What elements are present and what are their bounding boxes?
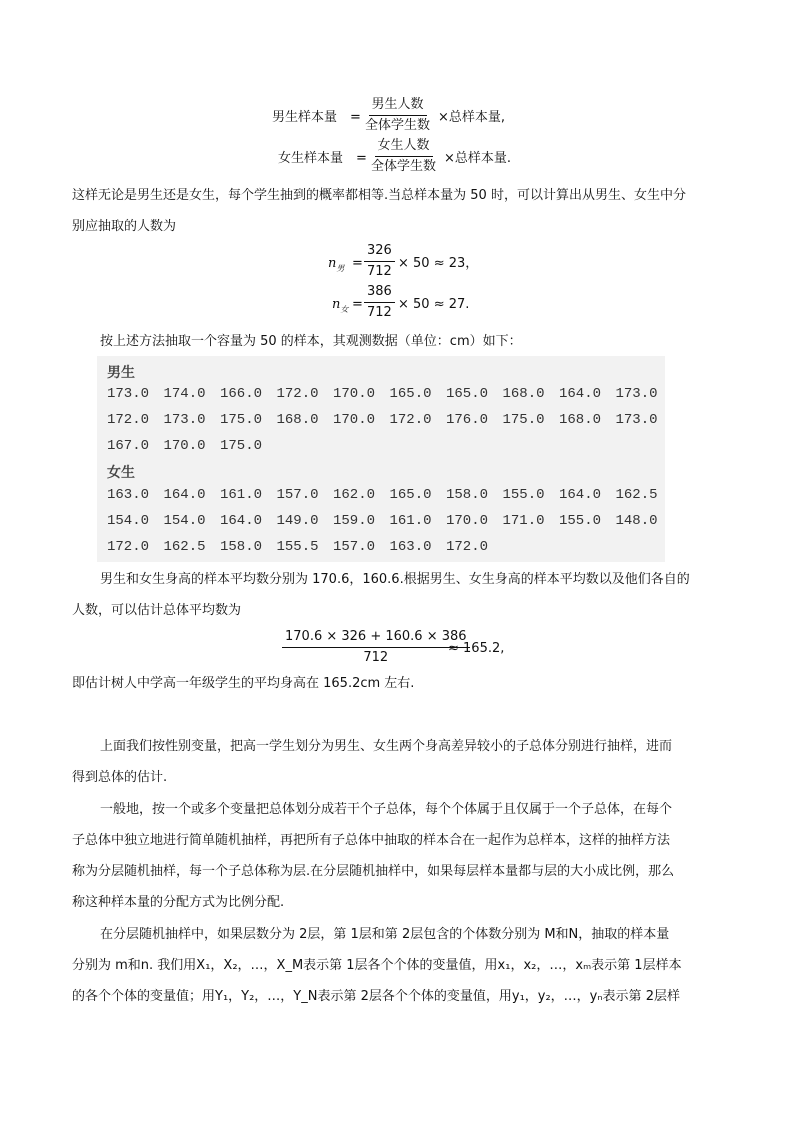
data-cell: 171.0	[502, 513, 545, 529]
para7-line1: 在分层随机抽样中，如果层数分为 2层，第 1层和第 2层包含的个体数分别为 M和N，抽取的样本量	[100, 927, 670, 942]
data-cell: 158.0	[220, 539, 263, 555]
data-cell: 155.0	[502, 487, 545, 503]
data-cell: 161.0	[389, 513, 432, 529]
data-cell: 148.0	[615, 513, 658, 529]
n-male-rhs: × 50 ≈ 23，	[398, 256, 479, 271]
data-cell: 155.5	[276, 539, 319, 555]
para5-line1: 上面我们按性别变量，把高一学生划分为男生、女生两个身高差异较小的子总体分别进行抽样，进而	[100, 739, 673, 754]
n-female-numerator: 386	[364, 283, 395, 303]
formula-female-rhs: ×总样本量.	[444, 151, 512, 166]
female-label: 女生	[107, 465, 135, 481]
para4: 即估计树人中学高一年级学生的平均身高在 165.2cm 左右.	[72, 676, 415, 691]
formula-female-denominator: 全体学生数	[371, 159, 437, 174]
para1-line1: 这样无论是男生还是女生，每个学生抽到的概率都相等.当总样本量为 50 时，可以计算出从男生、女生中分	[72, 188, 686, 203]
data-cell: 157.0	[276, 487, 319, 503]
data-cell: 163.0	[389, 539, 432, 555]
data-cell: 149.0	[276, 513, 319, 529]
data-cell: 170.0	[163, 438, 206, 454]
male-label: 男生	[107, 365, 135, 381]
mean-fraction	[282, 628, 470, 667]
n-female-fraction	[364, 283, 395, 322]
data-cell: 172.0	[389, 412, 432, 428]
data-cell: 172.0	[446, 539, 489, 555]
height-data-figure	[97, 356, 665, 562]
n-female-denominator: 712	[367, 305, 392, 320]
data-cell: 163.0	[107, 487, 150, 503]
data-cell: 172.0	[107, 412, 150, 428]
n-male-eq: =	[352, 256, 363, 271]
female-row-1	[107, 487, 672, 503]
data-cell: 173.0	[107, 386, 150, 402]
formula-female-lhs: 女生样本量	[278, 151, 344, 166]
data-cell: 164.0	[559, 386, 602, 402]
data-cell: 161.0	[220, 487, 263, 503]
formula-female-fraction	[368, 137, 439, 176]
data-cell: 164.0	[559, 487, 602, 503]
data-cell: 167.0	[107, 438, 150, 454]
female-row-3	[107, 539, 503, 555]
data-cell: 168.0	[502, 386, 545, 402]
data-cell: 175.0	[220, 412, 263, 428]
formula-male-numerator: 男生人数	[369, 96, 427, 116]
data-cell: 166.0	[220, 386, 263, 402]
data-cell: 157.0	[333, 539, 376, 555]
n-male-symbol	[328, 255, 344, 274]
data-cell: 165.0	[389, 386, 432, 402]
data-cell: 173.0	[615, 412, 658, 428]
data-cell: 176.0	[446, 412, 489, 428]
data-cell: 164.0	[220, 513, 263, 529]
para5-line2: 得到总体的估计.	[72, 770, 168, 785]
n-male-denominator: 712	[367, 264, 392, 279]
para7-line2: 分别为 m和n. 我们用X₁，X₂，…，X_M表示第 1层各个个体的变量值，用x₁，x₂，…，xₘ表示第 1层样本	[72, 958, 682, 973]
para7-line3: 的各个个体的变量值；用Y₁，Y₂，…，Y_N表示第 2层各个个体的变量值，用y₁，y₂，…，yₙ表示第 2层样	[72, 989, 680, 1004]
data-cell: 174.0	[163, 386, 206, 402]
data-cell: 170.0	[333, 412, 376, 428]
data-cell: 170.0	[333, 386, 376, 402]
data-cell: 155.0	[559, 513, 602, 529]
data-cell: 164.0	[163, 487, 206, 503]
para6-line1: 一般地，按一个或多个变量把总体划分成若干个子总体，每个个体属于且仅属于一个子总体，在每个	[100, 802, 673, 817]
formula-female-numerator: 女生人数	[375, 137, 433, 157]
data-cell: 175.0	[220, 438, 263, 454]
data-cell: 154.0	[163, 513, 206, 529]
formula-female-eq: =	[356, 151, 367, 166]
data-cell: 165.0	[446, 386, 489, 402]
data-cell: 168.0	[559, 412, 602, 428]
para3-line2: 人数，可以估计总体平均数为	[72, 603, 242, 618]
data-cell: 162.5	[615, 487, 658, 503]
n-female-rhs: × 50 ≈ 27.	[398, 297, 470, 312]
male-row-1	[107, 386, 672, 402]
data-cell: 154.0	[107, 513, 150, 529]
para3-line1: 男生和女生身高的样本平均数分别为 170.6，160.6.根据男生、女生身高的样本平均数以及他们各自的	[100, 572, 690, 587]
formula-male-lhs: 男生样本量	[272, 110, 338, 125]
male-row-3	[107, 438, 277, 454]
n-female-eq: =	[352, 297, 363, 312]
n-male-numerator: 326	[364, 242, 395, 262]
para6-line4: 称这种样本量的分配方式为比例分配.	[72, 895, 285, 910]
para1-line2: 别应抽取的人数为	[72, 219, 177, 234]
data-cell: 173.0	[615, 386, 658, 402]
data-cell: 158.0	[446, 487, 489, 503]
para6-line3: 称为分层随机抽样，每一个子总体称为层.在分层随机抽样中，如果每层样本量都与层的大小成比例，那么	[72, 864, 675, 879]
data-cell: 172.0	[276, 386, 319, 402]
formula-male-denominator: 全体学生数	[365, 118, 431, 133]
data-cell: 172.0	[107, 539, 150, 555]
para6-line2: 子总体中独立地进行简单随机抽样，再把所有子总体中抽取的样本合在一起作为总样本，这样的抽样方法	[72, 833, 671, 848]
data-cell: 175.0	[502, 412, 545, 428]
female-row-2	[107, 513, 672, 529]
n-male-sub: 男	[336, 264, 345, 273]
data-cell: 165.0	[389, 487, 432, 503]
n-male-fraction	[364, 242, 395, 281]
mean-rhs: ≈ 165.2,	[448, 641, 505, 656]
n-female-n: n	[332, 297, 341, 312]
n-male-n: n	[328, 256, 337, 271]
n-female-symbol	[332, 296, 348, 315]
data-cell: 170.0	[446, 513, 489, 529]
data-cell: 173.0	[163, 412, 206, 428]
mean-denominator: 712	[363, 650, 389, 665]
formula-male-eq: =	[350, 110, 361, 125]
data-cell: 168.0	[276, 412, 319, 428]
data-cell: 162.5	[163, 539, 206, 555]
formula-male-fraction	[362, 96, 433, 135]
data-cell: 159.0	[333, 513, 376, 529]
mean-numerator: 170.6 × 326 + 160.6 × 386	[282, 628, 470, 648]
para2: 按上述方法抽取一个容量为 50 的样本，其观测数据（单位：cm）如下：	[100, 334, 522, 349]
formula-male-rhs: ×总样本量,	[438, 110, 506, 125]
n-female-sub: 女	[340, 305, 349, 314]
male-row-2	[107, 412, 672, 428]
data-cell: 162.0	[333, 487, 376, 503]
